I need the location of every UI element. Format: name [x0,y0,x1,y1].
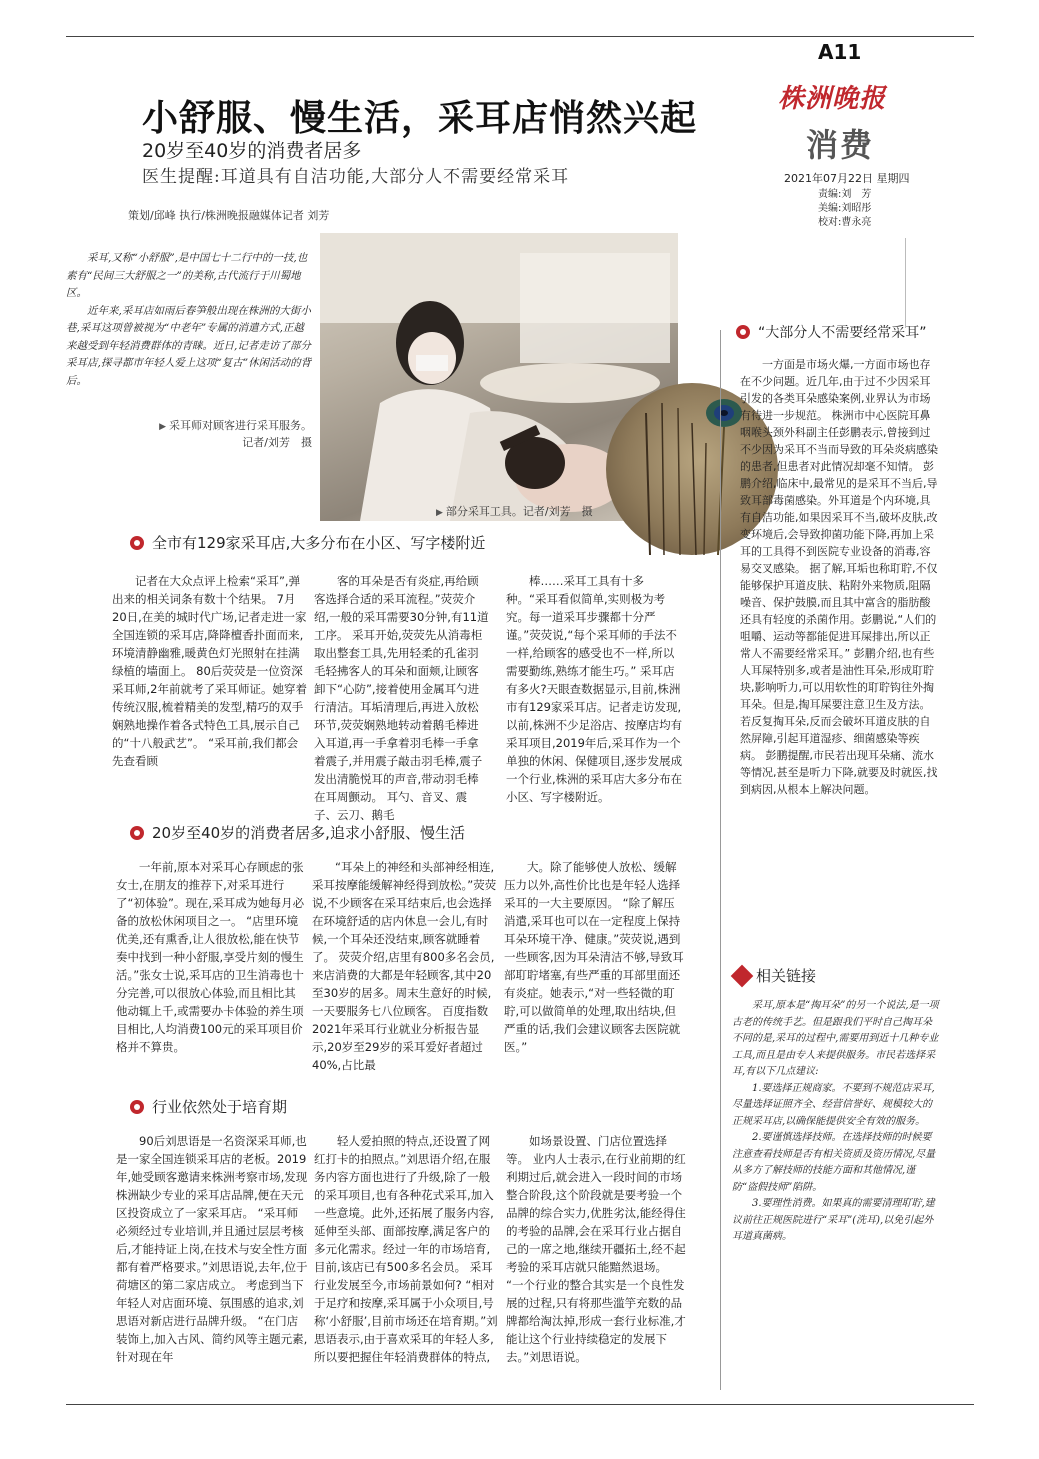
headline-subtitle: 20岁至40岁的消费者居多 [142,140,362,162]
section2-col3-text: 大。除了能够使人放松、缓解压力以外,高性价比也是年轻人选择采耳的一大主要原因。 “除了解压消遣,采耳也可以在一定程度上保持耳朵环境干净、健康。”荧荧说,遇到一些顾客,因为耳朵清洁不够,导致耳部耵聍堵塞,有些严重的耳部里面还有炎症。她表示,“对一些轻微的耵聍,可以做简单的处理,取出结块,但严重的话,我们会建议顾客去医院就医。” [504,860,684,1054]
caption-triangle-icon: ▶ [436,508,443,518]
section2-col1-text: 一年前,原本对采耳心存顾虑的张女士,在朋友的推荐下,对采耳进行了“初体验”。现在,采耳成为她每月必备的放松休闲项目之一。 “店里环境优美,还有熏香,让人很放松,能在快节奏中找到一种小舒服,享受片刻的慢生活。”张女士说,采耳店的卫生消毒也十分完善,可以很放心体验,而且相比其他动辄上千,或需要办卡体验的养生项目相比,人均消费100元的采耳项目价格并不算贵。 [116,860,305,1054]
section3-col1-text: 90后刘思语是一名资深采耳师,也是一家全国连锁采耳店的老板。2019年,她受顾客邀请来株洲考察市场,发现株洲缺少专业的采耳店品牌,便在天元区投资成立了一家采耳店。 “采耳师必须经过专业培训,并且通过层层考核后,才能持证上岗,在技术与安全性方面都有着严格要求。”刘思语说,去年,位于荷塘区的第二家店成立。 考虑到当下年轻人对店面环境、氛围感的追求,刘思语对新店进行品牌升级。 “在门店装饰上,加入古风、简约风等主题元素,针对现在年 [116,1134,308,1364]
sidebar-heading-text: “大部分人不需要经常采耳” [758,325,927,341]
section1-column2 [314,572,490,822]
section3-col2-text: 轻人爱拍照的特点,还设置了网红打卡的拍照点。”刘思语介绍,在服务内容方面也进行了升级,除了一般的采耳项目,也有各种花式采耳,加入一些意境。此外,还拓展了服务内容,延伸至头部、面部按摩,满足客户的多元化需求。经过一年的市场培育,目前,该店已有500多名会员。 采耳行业发展至今,市场前景如何? “相对于足疗和按摩,采耳属于小众项目,号称‘小舒服’,目前市场还在培育期。”刘思语表示,由于喜欢采耳的年轻人多,所以要把握住年轻消费群体的特点, [314,1134,498,1364]
section2-heading-text: 20岁至40岁的消费者居多,追求小舒服、慢生活 [152,824,465,842]
photo2-caption [436,504,593,521]
art-editor-credit: 美编:刘昭彤 [818,203,872,214]
related-links-body [732,998,940,1246]
date-line: 2021年07月22日 星期四 [784,172,910,185]
section1-heading [130,532,485,553]
related-links-heading-text: 相关链接 [756,967,817,985]
lead-p1: 采耳,又称“小舒服”,是中国七十二行中的一技,也素有“民间三大舒服之一”的美称,古代流行于川蜀地区。 [66,252,308,299]
related-links-tip1: 1.要选择正规商家。不要到不规范店采耳,尽量选择证照齐全、经营信誉好、规模较大的正规采耳店,以确保能提供安全有效的服务。 [732,1082,935,1127]
section-bullet-icon [130,1100,144,1114]
section3-col3-text: 如场景设置、门店位置选择等。 业内人士表示,在行业前期的红利期过后,就会进入一段时间的市场整合阶段,这个阶段就是要考验一个品牌的综合实力,优胜劣汰,能经得住的考验的品牌,会在采耳行业占据自己的一席之地,继续开疆拓土,经不起考验的采耳店就只能黯然退场。 “一个行业的整合其实是一个良性发展的过程,只有将那些滥竽充数的品牌都给淘汰掉,形成一套行业标准,才能让这个行业持续稳定的发展下去。”刘思语说。 [506,1134,686,1364]
section-bullet-icon [736,325,750,339]
headline-deck: 医生提醒:耳道具有自洁功能,大部分人不需要经常采耳 [142,167,570,187]
photo2-caption-text: 部分采耳工具。记者/刘芳 摄 [445,505,593,518]
section-label: 消费 [806,126,875,164]
sidebar-heading [736,322,927,342]
page-number: A11 [818,40,862,64]
section3-column1 [116,1132,308,1388]
section3-heading-text: 行业依然处于培育期 [152,1098,288,1116]
headline-title: 小舒服、慢生活，采耳店悄然兴起 [142,98,698,139]
photo1-caption-line1: 采耳师对顾客进行采耳服务。 [169,419,312,432]
section1-col2-text: 客的耳朵是否有炎症,再给顾客选择合适的采耳流程。”荧荧介绍,一般的采耳需要30分钟,有11道工序。 采耳开始,荧荧先从消毒柜取出整套工具,先用轻柔的孔雀羽毛轻拂客人的耳朵和面颊,让顾客卸下“心防”,接着使用金属耳勺进行清洁。耳垢清理后,再进入放松环节,荧荧娴熟地转动着鹅毛棒进入耳道,再一手拿着羽毛棒一手拿着震子,并用震子敲击羽毛棒,震子发出清脆悦耳的声音,带动羽毛棒在耳周颤动。 耳勺、音叉、震子、云刀、鹅毛 [314,574,489,822]
section2-column2 [312,858,498,1078]
proofreader-credit: 校对:曹永亮 [818,217,872,228]
section3-heading [130,1096,287,1117]
photo1-caption-line2: 记者/刘芳 摄 [242,436,312,449]
section2-col2-text: “耳朵上的神经和头部神经相连,采耳按摩能缓解神经得到放松。”荧荧说,不少顾客在采耳结束后,也会选择在环境舒适的店内休息一会儿,有时候,一个耳朵还没结束,顾客就睡着了。 荧荧介绍,店里有800多名会员,来店消费的大都是年轻顾客,其中20至30岁的居多。周末生意好的时候,一天要服务七八位顾客。 百度指数2021年采耳行业就业分析报告显示,20岁至29岁的采耳爱好者超过40%,占比最 [312,860,497,1072]
related-links-intro: 采耳,原本是“掏耳朵”的另一个说法,是一项古老的传统手艺。但是跟我们平时自己掏耳朵不同的是,采耳的过程中,需要用到近十几种专业工具,而且是由专人来提供服务。市民若选择采耳,有以下几点建议: [732,1000,939,1077]
section2-heading [130,822,465,843]
section2-column3 [504,858,686,1078]
masthead-logo: 株洲晚报 [778,84,887,114]
section3-column3 [506,1132,686,1388]
top-rule [66,36,974,37]
photo1-caption [142,418,312,451]
related-links-tip2: 2.要谨慎选择技师。在选择技师的时候要注意查看技师是否有相关资质及资历情况,尽量从多方了解技师的技能方面和其他情况,谨防“盗假技师”陷阱。 [732,1132,936,1193]
section-bullet-icon [130,536,144,550]
related-links-tip3: 3.要理性消费。如果真的需要清理耵聍,建议前往正规医院进行“采耳”(洗耳),以免引起外耳道真菌病。 [732,1198,935,1242]
diamond-bullet-icon [731,964,754,987]
section1-column1 [112,572,308,814]
headline-byline: 策划/邱峰 执行/株洲晚报融媒体记者 刘芳 [128,209,330,222]
section3-column2 [314,1132,500,1388]
section1-col3-text: 棒……采耳工具有十多种。“采耳看似简单,实则极为考究。每一道采耳步骤都十分严谨。”荧荧说,“每个采耳师的手法不一样,给顾客的感受也不一样,所以需要勤练,熟练才能生巧。” 采耳店有多火?天眼查数据显示,目前,株洲市有129家采耳店。记者走访发现,以前,株洲不少足浴店、按摩店均有采耳项目,2019年后,采耳作为一个单独的休闲、保健项目,逐步发展成一个行业,株洲的采耳店大多分布在小区、写字楼附近。 [506,574,683,804]
sidebar-body [740,356,940,936]
section1-heading-text: 全市有129家采耳店,大多分布在小区、写字楼附近 [152,534,486,552]
caption-triangle-icon: ▶ [159,422,166,432]
column-divider [720,330,721,1390]
column-divider [905,238,906,328]
bottom-rule [66,1404,974,1405]
section1-col1-text: 记者在大众点评上检索“采耳”,弹出来的相关词条有数十个结果。 7月20日,在美的城时代广场,记者走进一家全国连锁的采耳店,降降檀香扑面而来,环境清静幽雅,暖黄色灯光照射在挂满绿植的墙面上。 80后荧荧是一位资深采耳师,2年前就考了采耳师证。她穿着传统汉服,梳着精美的发型,精巧的双手娴熟地操作着各式特色工具,展示自己的“十八般武艺”。 “采耳前,我们都会先查看顾 [112,574,307,768]
editor-credit: 责编:刘 芳 [818,189,872,200]
section-bullet-icon [130,826,144,840]
lead-paragraph [66,250,312,390]
related-links-heading [734,965,816,986]
section1-column3 [506,572,684,814]
sidebar-body-text: 一方面是市场火爆,一方面市场也存在不少问题。近几年,由于过不少因采耳引发的各类耳朵感染案例,业界认为市场有待进一步规范。 株洲市中心医院耳鼻咽喉头颈外科副主任彭鹏表示,曾接到过不少因为采耳不当而导致的耳朵炎病感染的患者,但患者对此情况却毫不知情。 彭鹏介绍,临床中,最常见的是采耳不当后,导致耳部毒菌感染。外耳道是个内环境,具有自洁功能,如果因采耳不当,破坏皮肤,改变环境后,会导致抑菌功能下降,再加上采耳的工具得不到医院专业设备的消毒,容易交叉感染。 据了解,耳垢也称耵聍,不仅能够保护耳道皮肤、粘附外来物质,阻隔噪音、保护鼓膜,而且其中富含的脂肪酸还具有轻度的杀菌作用。彭鹏说,“人们的咀嚼、运动等都能促进耳屎排出,所以正常人不需要经常采耳。” 彭鹏介绍,也有些人耳屎特别多,或者是油性耳朵,形成耵聍块,影响听力,可以用软性的耵聍钩往外掏耳朵。但是,掏耳屎要注意卫生及方法。若反复掏耳朵,反而会破坏耳道皮肤的自然屏障,引起耳道湿疹、细菌感染等疾病。 彭鹏提醒,市民若出现耳朵痛、流水等情况,甚至是听力下降,就要及时就医,找到病因,从根本上解决问题。 [740,358,938,796]
lead-p2: 近年来,采耳店如雨后春笋般出现在株洲的大街小巷,采耳这项曾被视为“中老年”专属的消遣方式,正越来越受到年轻消费群体的青睐。近日,记者走访了部分采耳店,探寻都市年轻人爱上这项“复古”休闲活动的背后。 [66,304,312,387]
section2-column1 [116,858,306,1078]
